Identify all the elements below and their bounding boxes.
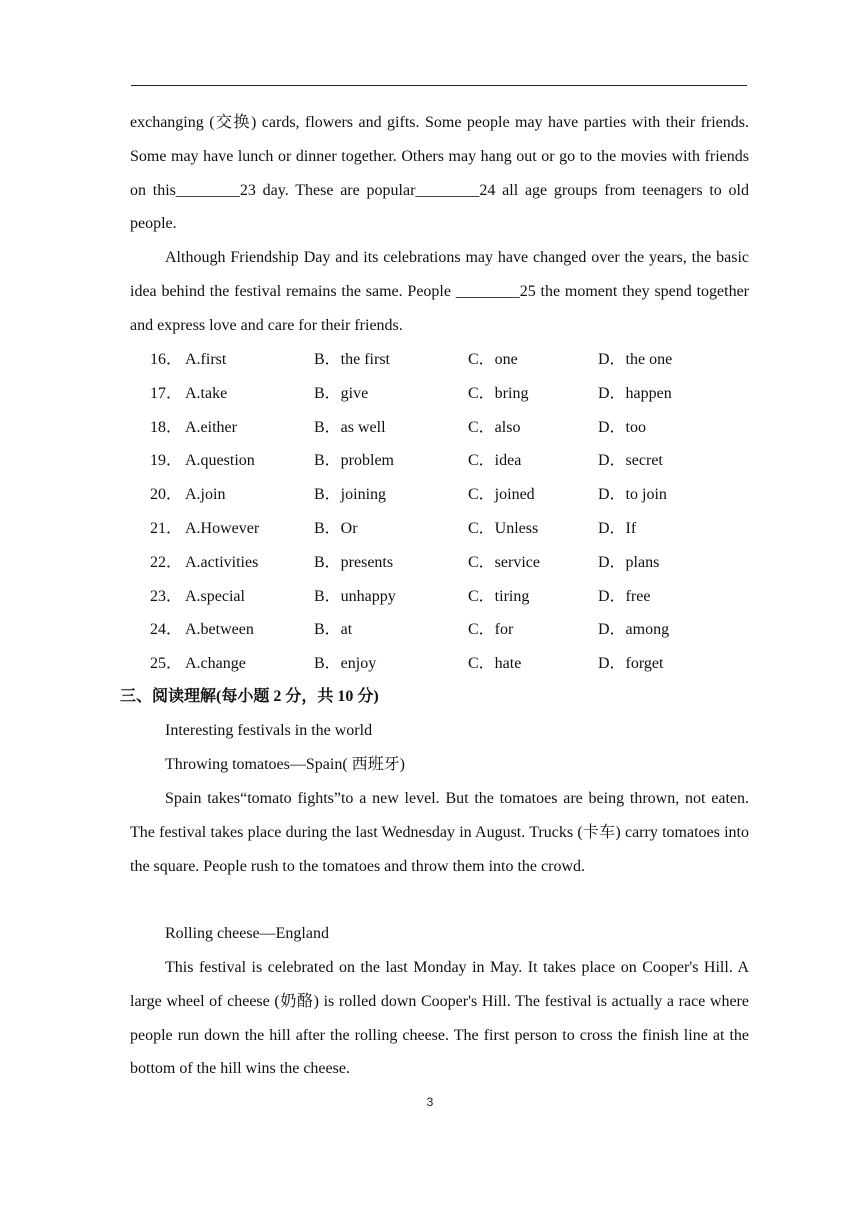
answer-options-list	[150, 343, 750, 681]
option-c: C．bring	[468, 384, 529, 402]
option-b: B．give	[314, 384, 369, 402]
option-b: B．problem	[314, 452, 394, 470]
option-d: D．happen	[598, 384, 672, 402]
option-row-19	[150, 444, 750, 478]
option-d: D．secret	[598, 452, 663, 470]
question-number: 16．	[150, 351, 183, 368]
option-d: D．the one	[598, 351, 673, 368]
option-b: B．unhappy	[314, 587, 396, 605]
option-a: A.either	[185, 418, 237, 436]
festival-title-tomatoes: Throwing tomatoes—Spain( 西班牙)	[165, 756, 405, 773]
question-number: 23．	[150, 587, 183, 605]
option-a: A.special	[185, 587, 245, 605]
option-a: A.first	[185, 351, 227, 368]
option-a: A.take	[185, 384, 228, 402]
question-number: 22．	[150, 553, 183, 571]
option-b: B．as well	[314, 418, 386, 436]
option-a: A.question	[185, 452, 255, 470]
question-number: 24．	[150, 621, 183, 639]
section-heading: 三、阅读理解(每小题 2 分，共 10 分)	[120, 688, 379, 705]
option-b: B．Or	[314, 519, 358, 537]
option-a: A.between	[185, 621, 254, 639]
option-row-22	[150, 546, 750, 580]
option-b: B．joining	[314, 486, 387, 504]
header-rule	[131, 85, 747, 86]
option-c: C．one	[468, 351, 518, 368]
option-c: C．hate	[468, 655, 522, 673]
festival-title-cheese: Rolling cheese—England	[165, 925, 329, 942]
option-row-23	[150, 580, 750, 614]
option-b: B．enjoy	[314, 655, 377, 673]
option-d: D．to join	[598, 486, 667, 504]
option-d: D．free	[598, 587, 651, 605]
option-c: C．Unless	[468, 519, 539, 537]
option-row-17	[150, 377, 750, 411]
option-b: B．the first	[314, 351, 390, 368]
question-number: 20．	[150, 486, 183, 504]
option-b: B．at	[314, 621, 353, 639]
option-row-21	[150, 512, 750, 546]
option-a: A.join	[185, 486, 226, 504]
option-c: C．service	[468, 553, 540, 571]
option-c: C．joined	[468, 486, 535, 504]
option-row-18	[150, 411, 750, 445]
option-d: D．among	[598, 621, 670, 639]
option-a: A.change	[185, 655, 246, 673]
question-number: 25．	[150, 655, 183, 673]
option-c: C．for	[468, 621, 514, 639]
option-d: D．too	[598, 418, 647, 436]
reading-subtitle: Interesting festivals in the world	[165, 722, 373, 739]
option-b: B．presents	[314, 553, 394, 571]
passage-paragraph: Although Friendship Day and its celebrations may have changed over the years, the basic idea behind the festival remains the same. People ________25 the moment they spend together and express love and care for their friends.	[130, 249, 749, 334]
option-d: D．plans	[598, 553, 660, 571]
option-d: D．forget	[598, 655, 664, 673]
option-row-20	[150, 478, 750, 512]
question-number: 17．	[150, 384, 183, 402]
question-number: 21．	[150, 519, 183, 537]
festival-body-cheese: This festival is celebrated on the last Monday in May. It takes place on Cooper's Hill. A large wheel of cheese (奶酪) is rolled down Cooper's Hill. The festival is actually a race where people run down the hill after the rolling cheese. The first person to cross the finish line at the bottom of the hill wins the cheese.	[130, 959, 749, 1078]
question-number: 18．	[150, 418, 183, 436]
passage-paragraph: exchanging (交换) cards, flowers and gifts. Some people may have parties with their friends. Some may have lunch or dinner together. Others may hang out or go to the movies with friends on this________23 day. These are popular________24 all age groups from teenagers to old people.	[130, 114, 749, 233]
option-row-24	[150, 613, 750, 647]
option-a: A.activities	[185, 553, 259, 571]
question-number: 19．	[150, 452, 183, 470]
option-c: C．idea	[468, 452, 522, 470]
option-row-16	[150, 343, 750, 377]
option-d: D．If	[598, 519, 637, 537]
option-a: A.However	[185, 519, 260, 537]
festival-body-tomatoes: Spain takes“tomato fights”to a new level. But the tomatoes are being thrown, not eaten. The festival takes place during the last Wednesday in August. Trucks (卡车) carry tomatoes into the square. People rush to the tomatoes and throw them into the crowd.	[130, 790, 749, 875]
option-row-25	[150, 647, 750, 681]
page-number: 3	[426, 1095, 434, 1109]
option-c: C．also	[468, 418, 521, 436]
option-c: C．tiring	[468, 587, 530, 605]
